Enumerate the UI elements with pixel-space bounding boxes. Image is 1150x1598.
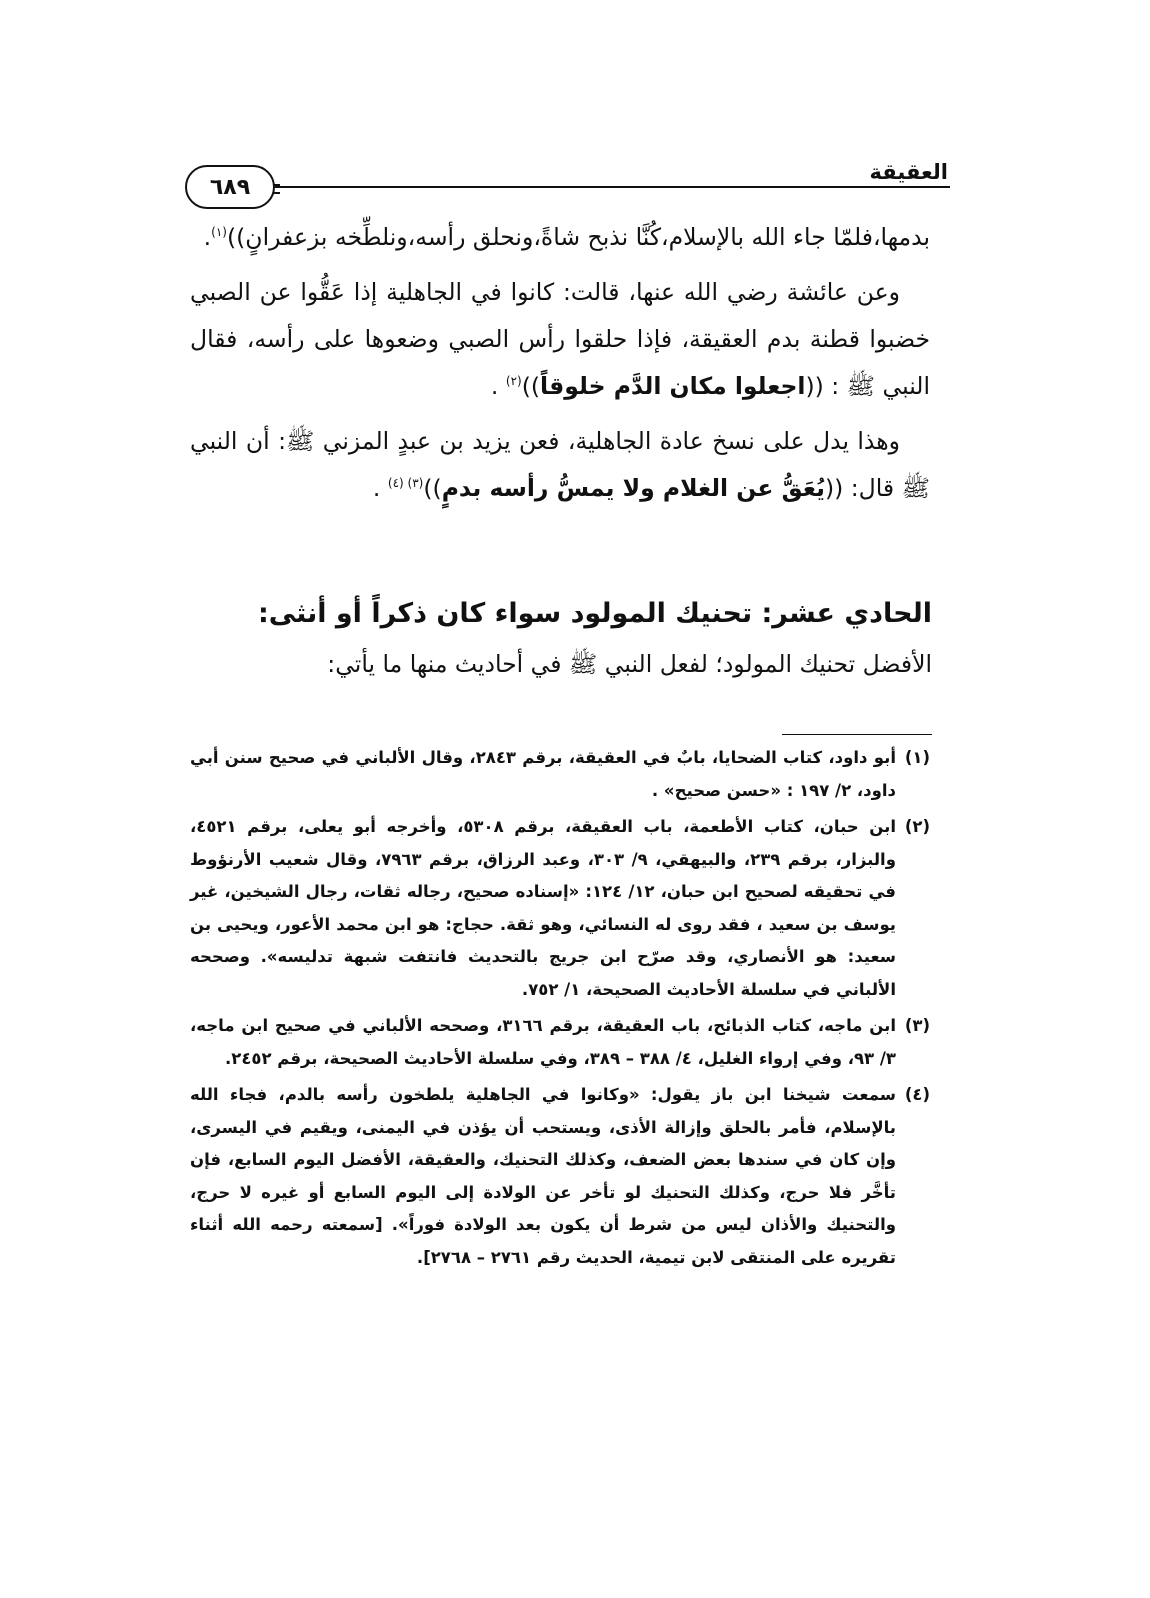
footnote-number: (٢) — [904, 817, 930, 836]
footnote-ref-2[interactable]: (٢) — [505, 374, 522, 389]
paragraph-3-text: وهذا يدل على نسخ عادة الجاهلية، فعن يزيد بن عبدٍ المزني ﷺ: أن النبي ﷺ قال: (( — [190, 427, 930, 502]
footnote-text: أبو داود، كتاب الضحايا، بابٌ في العقيقة، برقم ٢٨٤٣، وقال الألباني في صحيح سنن أبي داود، ٢/ ١٩٧ : «حسن صحيح» . — [190, 748, 896, 800]
footnote-item — [190, 742, 930, 807]
paragraph-2 — [190, 269, 930, 410]
paragraph-3-end: . — [372, 474, 388, 502]
footnotes — [190, 742, 930, 1278]
footnote-text: ابن ماجه، كتاب الذبائح، باب العقيقة، برقم ٣١٦٦، وصححه الألباني في صحيح ابن ماجه، ٣/ ٩٣، وفي إرواء الغليل، ٤/ ٣٨٨ – ٣٨٩، وفي سلسلة الأحاديث الصحيحة، برقم ٢٤٥٢. — [190, 1016, 896, 1068]
footnote-text: سمعت شيخنا ابن باز يقول: «وكانوا في الجاهلية يلطخون رأسه بالدم، فجاء الله بالإسلام، فأمر بالحلق وإزالة الأذى، ويستحب أن يؤذن في اليمنى، ويقيم في اليسرى، وإن كان في سندها بعض الضعف، وكذلك التحنيك، والعقيقة، الأفضل اليوم السابع، فإن تأخَّر فلا حرج، وكذلك التحنيك لو تأخر عن الولادة إلى اليوم السابع أو غيره لا حرج، والتحنيك والأذان ليس من شرط أن يكون بعد الولادة فوراً». [سمعته رحمه الله أثناء تقريره على المنتقى لابن تيمية، الحديث رقم ٢٧٦١ – ٢٧٦٨]. — [190, 1085, 896, 1267]
hadith-quote-2: يُعَقُّ عن الغلام ولا يمسُّ رأسه بدمٍ — [441, 474, 825, 502]
footnote-item — [190, 811, 930, 1006]
paragraph-1 — [190, 214, 930, 261]
footnote-separator — [782, 734, 932, 735]
hadith-quote-1: اجعلوا مكان الدَّم خلوقاً — [540, 372, 806, 400]
main-text — [190, 214, 930, 520]
running-header-title: العقيقة — [869, 160, 948, 184]
paragraph-2-text: وعن عائشة رضي الله عنها، قالت: كانوا في الجاهلية إذا عَقُّوا عن الصبي خضبوا قطنة بدم العقيقة، فإذا حلقوا رأس الصبي وضعوها على رأسه، فقال النبي ﷺ : (( — [190, 278, 930, 400]
paragraph-2-close: )) — [521, 372, 541, 400]
page-number-badge: ٦٨٩ — [185, 165, 275, 209]
paragraph-1-end: . — [203, 223, 212, 251]
section-heading: الحادي عشر: تحنيك المولود سواء كان ذكراً أو أنثى: — [257, 598, 932, 629]
footnote-item — [190, 1010, 930, 1075]
section-intro: الأفضل تحنيك المولود؛ لفعل النبي ﷺ في أحاديث منها ما يأتي: — [327, 650, 932, 678]
paragraph-3 — [190, 418, 930, 512]
footnote-number: (٤) — [904, 1085, 930, 1104]
footnote-number: (١) — [904, 748, 930, 767]
paragraph-1-text: بدمها،فلمّا جاء الله بالإسلام،كُنَّا نذبح شاةً،ونحلق رأسه،ونلطِّخه بزعفرانٍ)) — [226, 223, 930, 251]
footnote-number: (٣) — [904, 1016, 930, 1035]
header-rule — [275, 186, 950, 188]
paragraph-2-end: . — [490, 372, 506, 400]
paragraph-3-close: )) — [423, 474, 442, 502]
footnote-ref-1[interactable]: (١) — [211, 225, 227, 240]
footnote-item — [190, 1079, 930, 1274]
footnote-text: ابن حبان، كتاب الأطعمة، باب العقيقة، برقم ٥٣٠٨، وأخرجه أبو يعلى، برقم ٤٥٢١، والبزار، برقم ٢٣٩، والبيهقي، ٩/ ٣٠٣، وعبد الرزاق، برقم ٧٩٦٣، وقال شعيب الأرنؤوط في تحقيقه لصحيح ابن حبان، ١٢/ ١٢٤: «إسناده صحيح، رجاله ثقات، رجال الشيخين، غير يوسف بن سعيد ، فقد روى له النسائي، وهو ثقة. حجاج: هو ابن محمد الأعور، ويحيى بن سعيد: هو الأنصاري، وقد صرّح ابن جريج بالتحديث فانتفت شبهة تدليسه». وصححه الألباني في سلسلة الأحاديث الصحيحة، ١/ ٧٥٢. — [190, 817, 896, 999]
footnote-ref-3-4[interactable]: (٣) (٤) — [387, 476, 424, 491]
